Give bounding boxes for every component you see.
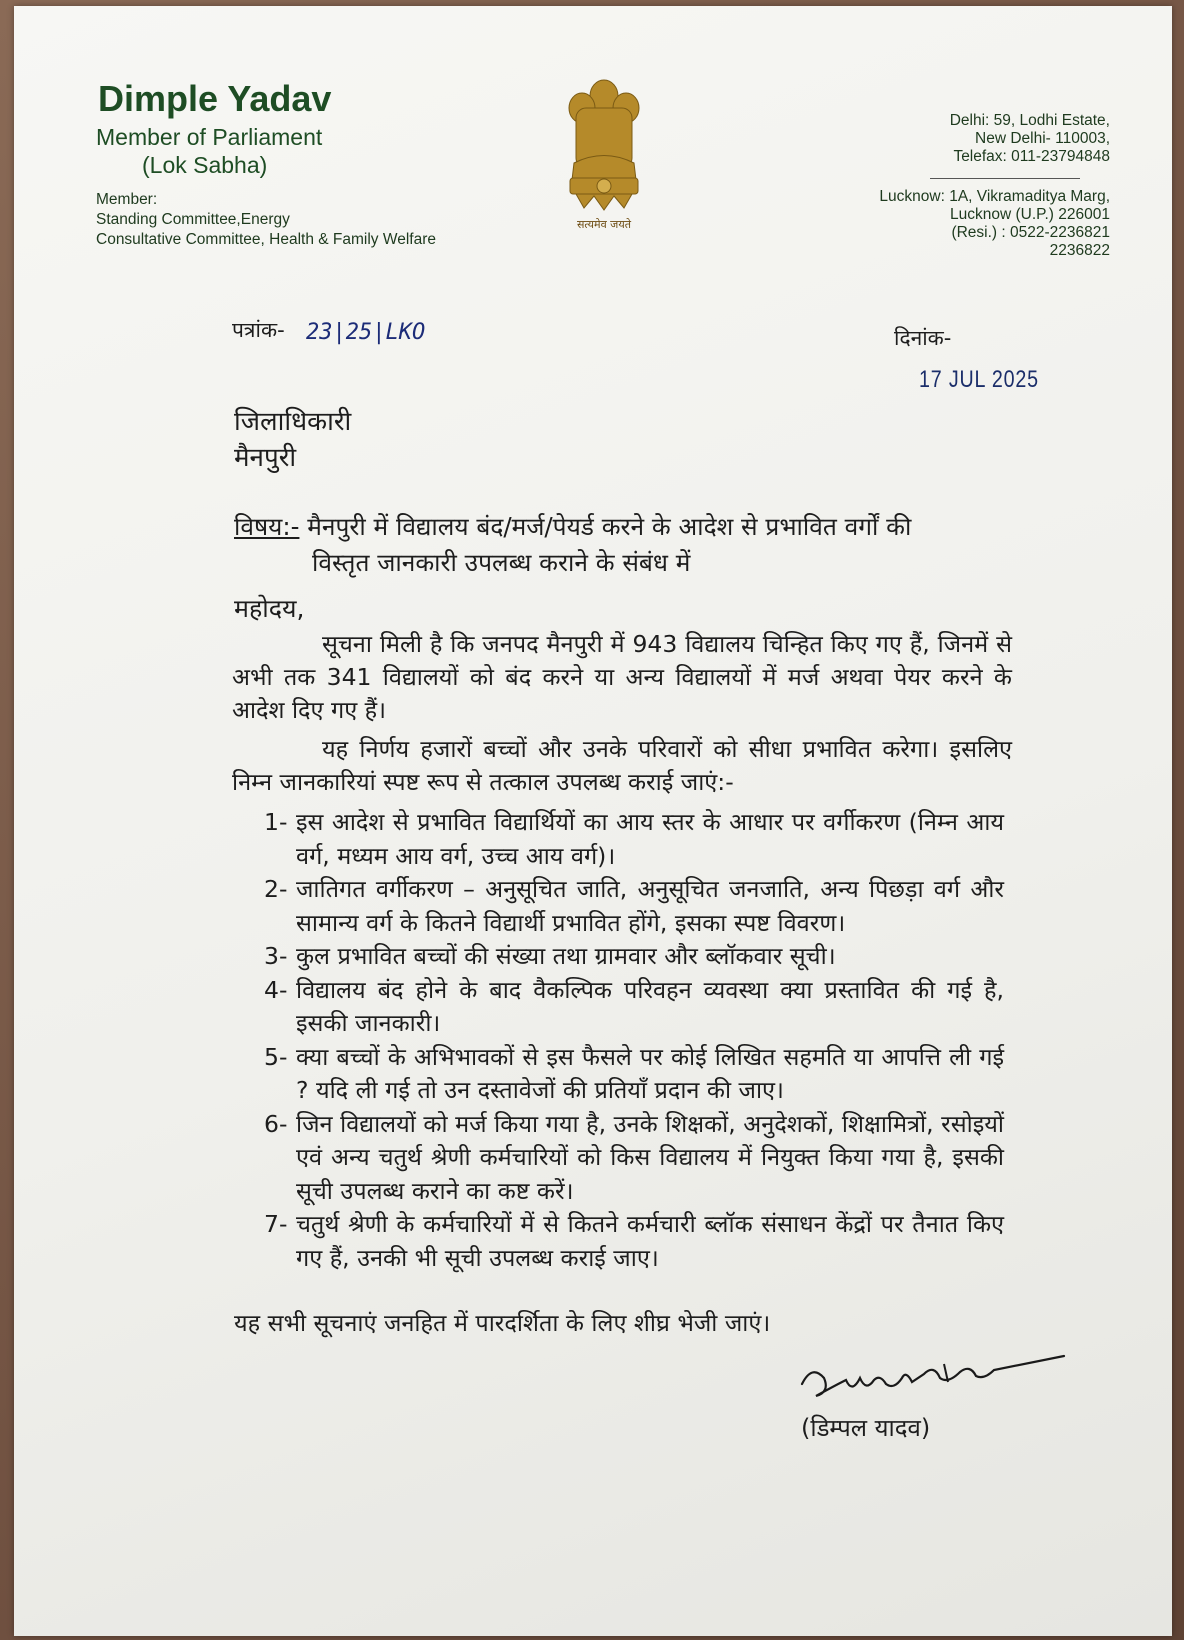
item-text: जिन विद्यालयों को मर्ज किया गया है, उनके शिक्षकों, अनुदेशकों, शिक्षामित्रों, रसोइयों एवं अन्य चतुर्थ श्रेणी कर्मचारियों को किस विद्यालय में नियुक्त किया गया है, इसकी सूची उपलब्ध कराने का कष्ट करें।	[296, 1109, 1004, 1205]
reference-label: पत्रांक-	[232, 318, 285, 342]
list-item	[264, 873, 1004, 940]
sender-designation: Member of Parliament	[96, 124, 323, 150]
letter-sheet	[14, 6, 1172, 1636]
item-number: 2-	[264, 875, 288, 903]
committee-health: Consultative Committee, Health & Family Welfare	[96, 231, 436, 248]
subject	[234, 509, 1014, 581]
addressee-place: मैनपुरी	[234, 443, 297, 473]
sender-name: Dimple Yadav	[98, 78, 332, 119]
handwritten-signature	[794, 1334, 1074, 1414]
paragraph-text: यह निर्णय हजारों बच्चों और उनके परिवारों को सीधा प्रभावित करेगा। इसलिए निम्न जानकारियां स्पष्ट रूप से तत्काल उपलब्ध कराई जाएं:-	[232, 735, 1012, 796]
lucknow-phone-alt: 2236822	[1049, 242, 1110, 259]
subject-label: विषय:-	[234, 512, 300, 541]
paragraph-text: सूचना मिली है कि जनपद मैनपुरी में 943 विद्यालय चिन्हित किए गए हैं, जिनमें से अभी तक 341 विद्यालयों को बंद करने या अन्य विद्यालयों में मर्ज अथवा पेयर करने के आदेश दिए गए हैं।	[232, 630, 1012, 724]
paragraph	[232, 733, 1012, 799]
lucknow-address-line: Lucknow: 1A, Vikramaditya Marg,	[879, 188, 1110, 205]
date-label: दिनांक-	[894, 326, 952, 350]
delhi-telefax: Telefax: 011-23794848	[953, 148, 1110, 165]
subject-line-1: मैनपुरी में विद्यालय बंद/मर्ज/पेयर्ड करने के आदेश से प्रभावित वर्गों की	[307, 512, 912, 541]
emblem-motto: सत्यमेव जयते	[576, 218, 632, 231]
state-emblem-icon	[554, 68, 654, 238]
list-item	[264, 940, 1004, 974]
item-number: 3-	[264, 942, 288, 970]
sender-house: (Lok Sabha)	[142, 152, 268, 178]
lucknow-address-line: Lucknow (U.P.) 226001	[950, 206, 1110, 223]
delhi-address-line: Delhi: 59, Lodhi Estate,	[949, 112, 1110, 129]
item-number: 4-	[264, 975, 288, 1004]
subject-line-2: विस्तृत जानकारी उपलब्ध कराने के संबंध में	[312, 548, 691, 577]
date-stamp: 17 JUL 2025	[919, 366, 1039, 393]
item-number: 5-	[264, 1042, 288, 1071]
salutation: महोदय,	[234, 594, 305, 623]
item-text: कुल प्रभावित बच्चों की संख्या तथा ग्रामवार और ब्लॉकवार सूची।	[296, 942, 836, 970]
committee-energy: Standing Committee,Energy	[96, 211, 290, 228]
request-list	[264, 806, 1004, 1275]
list-item	[264, 1108, 1004, 1209]
list-item	[264, 974, 1004, 1041]
address-divider	[930, 178, 1080, 179]
delhi-address-line: New Delhi- 110003,	[975, 130, 1110, 147]
list-item	[264, 1208, 1004, 1275]
item-text: चतुर्थ श्रेणी के कर्मचारियों में से कितने कर्मचारी ब्लॉक संसाधन केंद्रों पर तैनात किए गए हैं, उनकी भी सूची उपलब्ध कराई जाए।	[296, 1210, 1004, 1272]
list-item	[264, 806, 1004, 873]
item-text: विद्यालय बंद होने के बाद वैकल्पिक परिवहन व्यवस्था क्या प्रस्तावित की गई है, इसकी जानकारी।	[296, 975, 1004, 1037]
member-label: Member:	[96, 191, 158, 208]
item-text: जातिगत वर्गीकरण – अनुसूचित जाति, अनुसूचित जनजाति, अन्य पिछड़ा वर्ग और सामान्य वर्ग के कितने विद्यार्थी प्रभावित होंगे, इसका स्पष्ट विवरण।	[296, 875, 1004, 937]
item-number: 7-	[264, 1210, 288, 1238]
closing-line: यह सभी सूचनाएं जनहित में पारदर्शिता के लिए शीघ्र भेजी जाएं।	[234, 1309, 771, 1337]
signer-name: (डिम्पल यादव)	[801, 1414, 931, 1442]
delhi-address	[950, 112, 1110, 166]
item-number: 6-	[264, 1109, 288, 1138]
item-number: 1-	[264, 808, 288, 836]
item-text: क्या बच्चों के अभिभावकों से इस फैसले पर कोई लिखित सहमति या आपत्ति ली गई ? यदि ली गई तो उन दस्तावेजों की प्रतियाँ प्रदान की जाए।	[296, 1042, 1004, 1104]
lucknow-address	[879, 188, 1110, 260]
addressee-title: जिलाधिकारी	[234, 407, 352, 437]
item-text: इस आदेश से प्रभावित विद्यार्थियों का आय स्तर के आधार पर वर्गीकरण (निम्न आय वर्ग, मध्यम आय वर्ग, उच्च आय वर्ग)।	[296, 808, 1004, 870]
list-item	[264, 1041, 1004, 1108]
committee-block	[96, 190, 436, 250]
paragraph	[232, 628, 1012, 727]
reference-number: 23|25|LKO	[306, 320, 426, 345]
addressee	[234, 404, 351, 476]
lucknow-phone: (Resi.) : 0522-2236821	[951, 224, 1110, 241]
